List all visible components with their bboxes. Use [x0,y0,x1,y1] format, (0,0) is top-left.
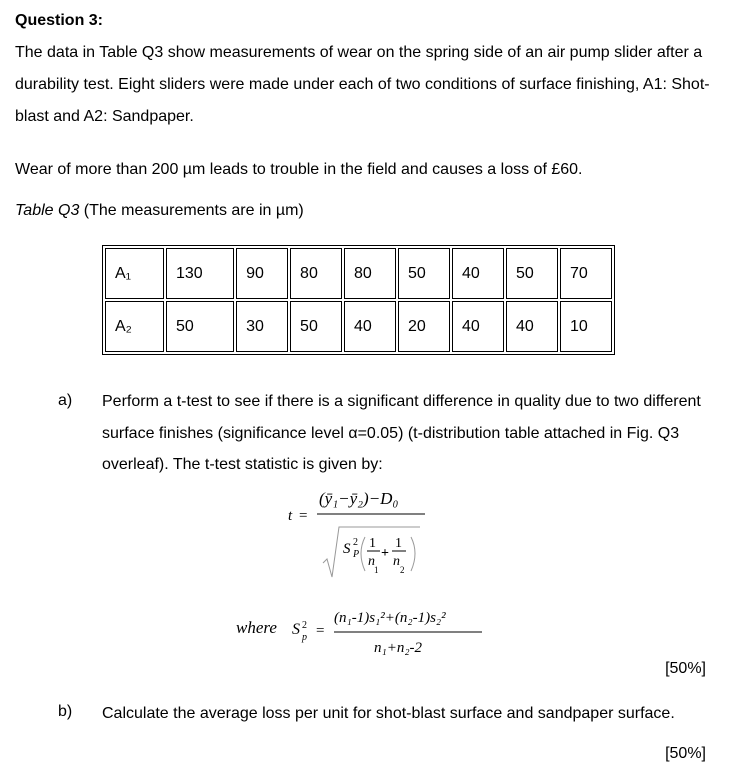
svg-text:S: S [292,621,300,638]
table-cell: 40 [452,301,504,352]
part-b-marks: [50%] [665,745,706,762]
svg-text:=: = [299,508,308,524]
where-label: where [236,618,277,637]
table-row [105,248,612,299]
svg-text:1: 1 [374,565,379,575]
table-cell: 50 [290,301,342,352]
table-cell: 80 [290,248,342,299]
svg-text:2: 2 [302,620,307,631]
table-cell: 40 [506,301,558,352]
table-cell: 40 [344,301,396,352]
table-cell: 50 [506,248,558,299]
table-caption [15,202,304,220]
question-title: Question 3: [15,12,104,29]
part-a-marks: [50%] [665,660,706,677]
measurement-table [102,245,615,355]
svg-text:2: 2 [353,537,358,548]
svg-text:(ȳ₁−ȳ₂)−D₀: (ȳ₁−ȳ₂)−D₀ [319,489,399,508]
table-caption-title: Table Q3 [15,202,80,219]
wear-statement: Wear of more than 200 µm leads to trouble in the field and causes a loss of £60. [15,161,583,178]
part-b-text: Calculate the average loss per unit for shot-blast surface and sandpaper surface. [102,705,675,722]
table-cell: 20 [398,301,450,352]
part-b-label: b) [58,703,73,720]
table-cell: 10 [560,301,612,352]
svg-text:=: = [316,623,325,639]
svg-text:S: S [343,541,351,557]
svg-text:1: 1 [395,536,402,551]
pooled-variance-formula [290,598,490,658]
row-label: A₁ [105,248,164,299]
part-a-text: Perform a t-test to see if there is a significant difference in quality due to two different surface finishes (significance level α=0.05) (t-distribution table attached in Fig. Q3 overleaf). The t-test statistic is given by: [102,393,701,473]
table-cell: 90 [236,248,288,299]
svg-text:p: p [302,632,307,643]
table-cell: 130 [166,248,234,299]
svg-text:+: + [381,546,389,561]
table-cell: 70 [560,248,612,299]
table-row [105,301,612,352]
table-cell: 80 [344,248,396,299]
svg-text:2: 2 [400,565,405,575]
table-cell: 40 [452,248,504,299]
svg-text:t: t [288,508,293,524]
svg-text:(n₁-1)s₁²+(n₂-1)s₂²: (n₁-1)s₁²+(n₂-1)s₂² [334,610,446,626]
svg-text:n: n [368,554,375,569]
table-cell: 50 [166,301,234,352]
table-cell: 30 [236,301,288,352]
question-intro: The data in Table Q3 show measurements of wear on the spring side of an air pump slider after a durability test. Eight sliders were made under each of two conditions of surface finishing, A1: Shot-blast and A2: Sandpaper. [15,44,710,125]
table-caption-unit: (The measurements are in µm) [79,202,304,219]
svg-text:n: n [393,554,400,569]
table-cell: 50 [398,248,450,299]
svg-text:P: P [353,549,360,560]
row-label: A₂ [105,301,164,352]
part-a-label: a) [58,392,73,409]
svg-text:1: 1 [369,536,376,551]
svg-text:n₁+n₂-2: n₁+n₂-2 [374,640,423,656]
t-test-formula [285,485,445,585]
